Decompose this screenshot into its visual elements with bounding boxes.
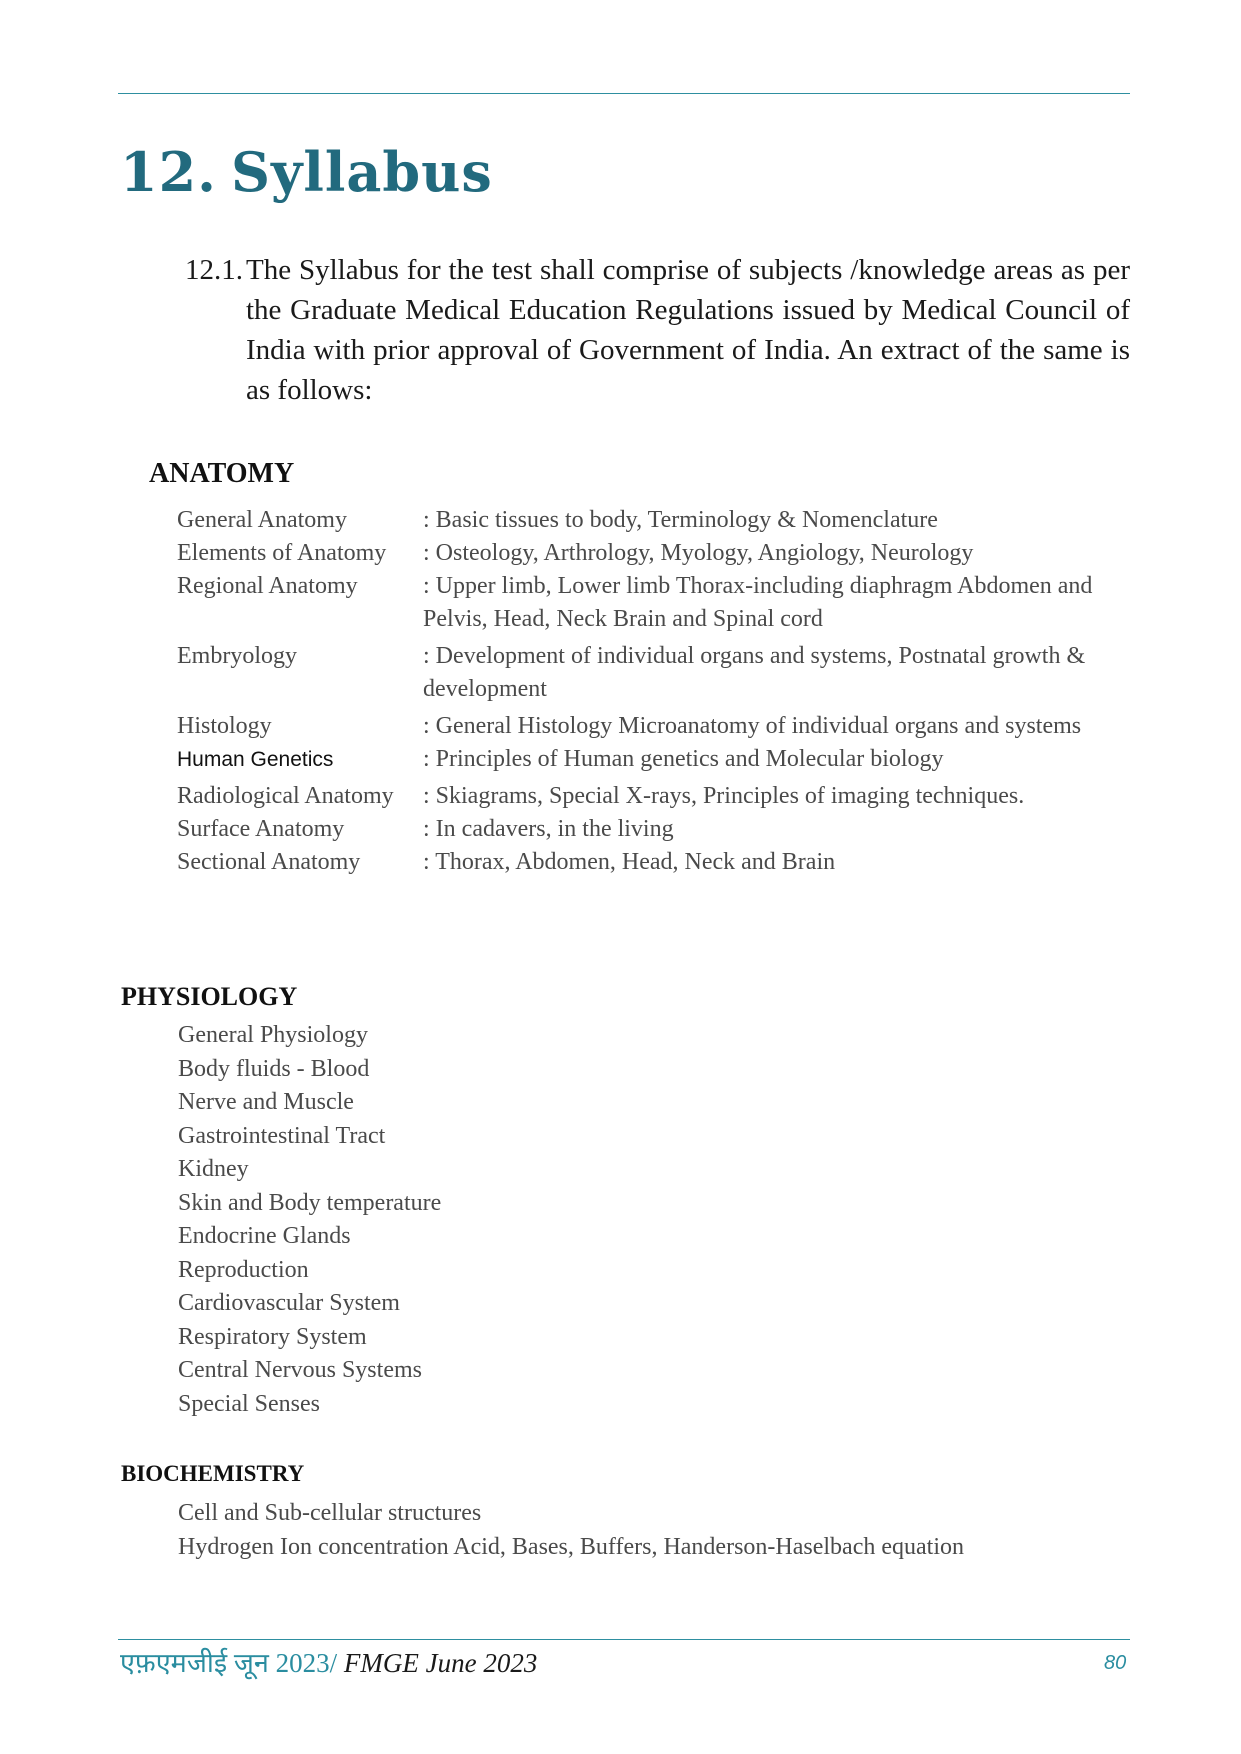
biochemistry-heading: BIOCHEMISTRY xyxy=(121,1461,305,1486)
list-item: Kidney xyxy=(178,1156,249,1182)
anatomy-row-key: Radiological Anatomy xyxy=(177,783,394,809)
anatomy-row xyxy=(177,570,1127,636)
section-title: Syllabus xyxy=(230,140,493,204)
anatomy-row xyxy=(177,640,1127,706)
footer-english: FMGE June 2023 xyxy=(337,1648,538,1678)
anatomy-table xyxy=(177,504,1127,879)
physiology-list xyxy=(178,1019,1128,1421)
list-item: Central Nervous Systems xyxy=(178,1357,422,1383)
intro-text: The Syllabus for the test shall comprise of subjects /knowledge areas as per the Graduate Medical Education Regulations issued by Medical Council of India with prior approval of Government of India. An extract of the same is as follows: xyxy=(246,254,1130,406)
physiology-heading: PHYSIOLOGY xyxy=(121,982,298,1011)
biochemistry-list xyxy=(178,1497,1128,1564)
list-item: Gastrointestinal Tract xyxy=(178,1122,386,1149)
anatomy-row-value: : Development of individual organs and systems, Postnatal growth & development xyxy=(423,643,1086,702)
anatomy-row xyxy=(177,780,1127,813)
list-item: Endocrine Glands xyxy=(178,1223,351,1249)
section-number: 12. xyxy=(120,140,217,204)
anatomy-row-key: Surface Anatomy xyxy=(177,816,345,842)
list-item: Respiratory System xyxy=(178,1323,367,1350)
intro-paragraph xyxy=(185,250,1130,410)
list-item: General Physiology xyxy=(178,1022,368,1048)
anatomy-row xyxy=(177,743,1127,776)
page-title xyxy=(120,140,493,204)
list-item: Skin and Body temperature xyxy=(178,1189,442,1216)
anatomy-row-value: : In cadavers, in the living xyxy=(423,816,674,842)
anatomy-row xyxy=(177,537,1127,570)
list-item: Hydrogen Ion concentration Acid, Bases, Buffers, Handerson-Haselbach equation xyxy=(178,1533,964,1560)
list-item: Cardiovascular System xyxy=(178,1290,400,1316)
anatomy-row-value: : Osteology, Arthrology, Myology, Angiology, Neurology xyxy=(423,540,974,566)
anatomy-row-key: Sectional Anatomy xyxy=(177,849,361,875)
footer-rule xyxy=(118,1639,1130,1640)
anatomy-row-key: Human Genetics xyxy=(177,748,334,771)
anatomy-row-key: Histology xyxy=(177,713,272,739)
anatomy-row-value: : Upper limb, Lower limb Thorax-including diaphragm Abdomen and Pelvis, Head, Neck Brain and Spinal cord xyxy=(423,573,1093,632)
anatomy-row-value: : Thorax, Abdomen, Head, Neck and Brain xyxy=(423,849,836,875)
anatomy-row-key: Elements of Anatomy xyxy=(177,540,387,566)
anatomy-row-value: : Principles of Human genetics and Molecular biology xyxy=(423,746,944,772)
anatomy-row-key: Embryology xyxy=(177,643,297,669)
anatomy-row xyxy=(177,846,1127,879)
list-item: Nerve and Muscle xyxy=(178,1089,354,1115)
anatomy-row-value: : Basic tissues to body, Terminology & Nomenclature xyxy=(423,507,938,533)
list-item: Body fluids - Blood xyxy=(178,1055,370,1082)
list-item: Reproduction xyxy=(178,1256,309,1283)
anatomy-heading: ANATOMY xyxy=(149,458,295,489)
intro-label: 12.1. xyxy=(185,254,243,286)
anatomy-row-key: Regional Anatomy xyxy=(177,573,358,599)
list-item: Cell and Sub-cellular structures xyxy=(178,1500,482,1526)
page-number: 80 xyxy=(1104,1652,1127,1674)
anatomy-row xyxy=(177,813,1127,846)
anatomy-row xyxy=(177,710,1127,743)
header-rule xyxy=(118,93,1130,94)
footer-hindi: एफ़एमजीई जून 2023/ xyxy=(120,1648,338,1678)
anatomy-row-key: General Anatomy xyxy=(177,507,347,533)
footer-title xyxy=(120,1643,537,1680)
anatomy-row-value: : General Histology Microanatomy of individual organs and systems xyxy=(423,713,1082,739)
anatomy-row-value: : Skiagrams, Special X-rays, Principles of imaging techniques. xyxy=(423,783,1025,809)
anatomy-row xyxy=(177,504,1127,537)
list-item: Special Senses xyxy=(178,1390,320,1417)
